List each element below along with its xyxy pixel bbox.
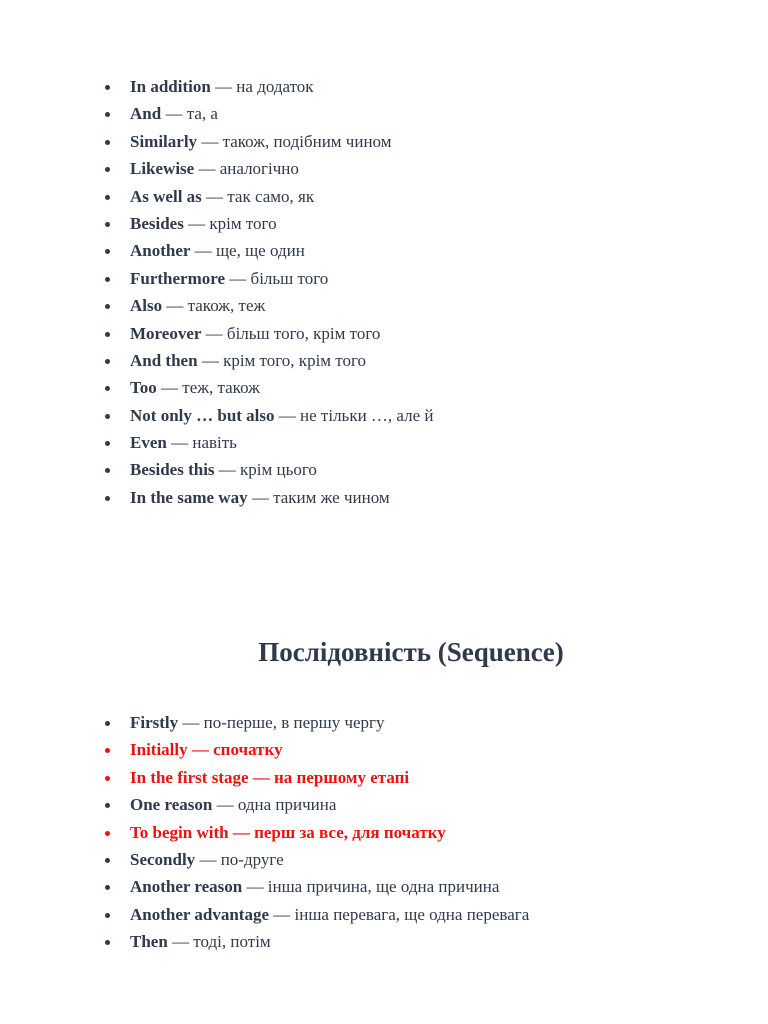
term: In addition xyxy=(130,77,211,96)
list-item xyxy=(0,183,434,210)
separator: — xyxy=(229,268,247,288)
translation: навіть xyxy=(192,433,237,453)
translation: перш за все, для початку xyxy=(254,822,446,842)
bullet-icon xyxy=(105,913,110,918)
term: Secondly xyxy=(130,849,196,869)
list-item xyxy=(0,791,529,818)
bullet-icon xyxy=(105,140,110,145)
separator: — xyxy=(166,296,184,316)
list-item xyxy=(0,347,434,374)
list-item xyxy=(0,928,529,955)
separator: — xyxy=(273,904,291,924)
term: Another xyxy=(130,241,191,261)
translation: крім того, крім того xyxy=(223,350,367,370)
term: Another reason xyxy=(130,877,243,897)
separator: — xyxy=(252,767,270,787)
term: Not only … but also xyxy=(130,405,275,425)
translation: аналогічно xyxy=(219,159,299,179)
term: Too xyxy=(130,378,157,398)
separator: — xyxy=(246,877,264,897)
separator: — xyxy=(161,378,179,398)
translation: так само, як xyxy=(227,186,315,206)
bullet-icon xyxy=(105,468,110,473)
translation: по-перше, в першу чергу xyxy=(203,713,385,732)
translation: інша перевага, ще одна перевага xyxy=(294,904,530,924)
translation: крім цього xyxy=(240,460,317,480)
separator: — xyxy=(182,713,200,732)
translation: також, теж xyxy=(187,296,266,316)
term: One reason xyxy=(130,795,213,815)
list-item xyxy=(0,901,529,928)
bullet-icon xyxy=(105,940,110,945)
translation: більш того, крім того xyxy=(226,323,381,343)
separator: — xyxy=(201,350,219,370)
separator: — xyxy=(171,433,189,453)
separator: — xyxy=(278,405,296,425)
list-item xyxy=(0,128,434,155)
term: As well as xyxy=(130,186,202,206)
list-item xyxy=(0,736,529,763)
separator: — xyxy=(172,932,190,952)
bullet-icon xyxy=(105,885,110,890)
bullet-icon xyxy=(105,721,110,726)
separator: — xyxy=(194,241,212,261)
section-heading-sequence: Послідовність (Sequence) xyxy=(258,637,564,667)
list-item xyxy=(0,237,434,264)
separator: — xyxy=(206,186,224,206)
term: Besides xyxy=(130,213,184,233)
list-item xyxy=(0,155,434,182)
term: Besides this xyxy=(130,460,215,480)
bullet-icon xyxy=(105,386,110,391)
translation: таким же чином xyxy=(273,487,390,507)
term: Similarly xyxy=(130,131,198,151)
bullet-icon xyxy=(105,776,110,781)
separator: — xyxy=(191,740,209,760)
list-item xyxy=(0,292,434,319)
separator: — xyxy=(205,323,223,343)
bullet-icon xyxy=(105,496,110,501)
list-item xyxy=(0,210,434,237)
bullet-icon xyxy=(105,222,110,227)
bullet-icon xyxy=(105,803,110,808)
separator: — xyxy=(199,849,217,869)
list-item xyxy=(0,402,434,429)
term: Even xyxy=(130,433,167,453)
list-item xyxy=(0,709,529,736)
term: Also xyxy=(130,296,163,316)
translation: по-друге xyxy=(220,849,284,869)
bullet-icon xyxy=(105,831,110,836)
term: And then xyxy=(130,350,198,370)
list-item xyxy=(0,873,529,900)
translation: на додаток xyxy=(236,77,314,96)
separator: — xyxy=(218,460,236,480)
list-item xyxy=(0,374,434,401)
sequence-list xyxy=(0,709,529,956)
term: And xyxy=(130,104,162,124)
translation: теж, також xyxy=(182,378,260,398)
separator: — xyxy=(165,104,183,124)
list-item xyxy=(0,484,434,511)
term: Furthermore xyxy=(130,268,226,288)
translation: більш того xyxy=(250,268,329,288)
bullet-icon xyxy=(105,277,110,282)
translation: ще, ще один xyxy=(215,241,305,261)
translation: тоді, потім xyxy=(193,932,271,952)
list-item xyxy=(0,764,529,791)
term: Moreover xyxy=(130,323,202,343)
translation: інша причина, ще одна причина xyxy=(267,877,500,897)
separator: — xyxy=(201,131,219,151)
bullet-icon xyxy=(105,359,110,364)
translation: та, а xyxy=(186,104,218,124)
bullet-icon xyxy=(105,112,110,117)
translation: крім того xyxy=(209,213,277,233)
translation: одна причина xyxy=(237,795,337,815)
addition-list xyxy=(0,73,434,511)
translation: не тільки …, але й xyxy=(300,405,434,425)
separator: — xyxy=(188,213,206,233)
term: Another advantage xyxy=(130,904,269,924)
term: To begin with xyxy=(130,822,229,842)
list-item xyxy=(0,819,529,846)
list-item xyxy=(0,846,529,873)
list-item xyxy=(0,429,434,456)
bullet-icon xyxy=(105,441,110,446)
translation: також, подібним чином xyxy=(222,131,392,151)
list-item xyxy=(0,100,434,127)
separator: — xyxy=(215,77,233,96)
separator: — xyxy=(216,795,234,815)
list-item xyxy=(0,320,434,347)
term: Then xyxy=(130,932,168,952)
separator: — xyxy=(251,487,269,507)
term: In the same way xyxy=(130,487,248,507)
bullet-icon xyxy=(105,332,110,337)
list-item xyxy=(0,73,434,100)
separator: — xyxy=(198,159,216,179)
bullet-icon xyxy=(105,414,110,419)
list-item xyxy=(0,265,434,292)
bullet-icon xyxy=(105,858,110,863)
term: Firstly xyxy=(130,713,179,732)
term: Initially xyxy=(130,740,188,760)
translation: на першому етапі xyxy=(274,767,410,787)
bullet-icon xyxy=(105,748,110,753)
translation: спочатку xyxy=(213,740,283,760)
bullet-icon xyxy=(105,85,110,90)
bullet-icon xyxy=(105,249,110,254)
bullet-icon xyxy=(105,195,110,200)
bullet-icon xyxy=(105,304,110,309)
term: Likewise xyxy=(130,159,195,179)
separator: — xyxy=(232,822,250,842)
bullet-icon xyxy=(105,167,110,172)
term: In the first stage xyxy=(130,767,249,787)
list-item xyxy=(0,456,434,483)
